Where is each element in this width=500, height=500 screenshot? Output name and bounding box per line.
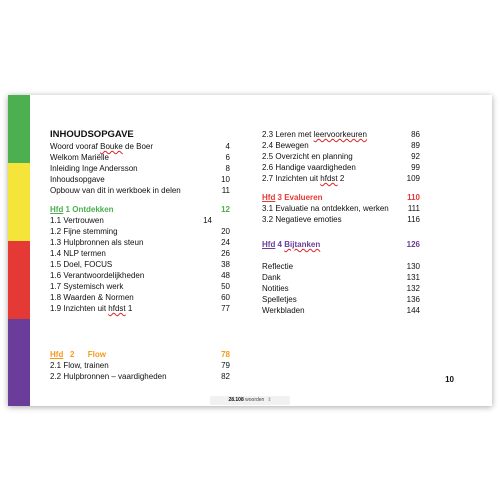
word-count-status[interactable] (210, 396, 290, 405)
toc-entry[interactable]: Spelletjes 136 (262, 295, 420, 304)
toc-entry[interactable]: Notities 132 (262, 284, 420, 293)
toc-entry[interactable]: Werkbladen 144 (262, 306, 420, 315)
toc-entry[interactable]: 2.3 Leren met leervoorkeuren 86 (262, 130, 420, 139)
toc-entry[interactable]: 3.1 Evaluatie na ontdekken, werken 111 (262, 204, 420, 213)
toc-entry[interactable]: 2.4 Bewegen 89 (262, 141, 420, 150)
toc-entry[interactable]: 2.5 Overzicht en planning 92 (262, 152, 420, 161)
toc-entry[interactable]: 1.5 Doel, FOCUS 38 (50, 260, 230, 269)
toc-entry[interactable]: Inhoudsopgave 10 (50, 175, 230, 184)
toc-entry[interactable]: Reflectie 130 (262, 262, 420, 271)
chapter-4-heading[interactable]: Hfd 4 Bijtanken 126 (262, 240, 420, 249)
chapter-1-heading[interactable]: Hfd 1 Ontdekken 12 (50, 205, 230, 214)
page-number: 10 (445, 375, 454, 384)
toc-entry[interactable]: 1.4 NLP termen 26 (50, 249, 230, 258)
toc-entry[interactable]: 1.2 Fijne stemming 20 (50, 227, 230, 236)
toc-entry[interactable]: 2.2 Hulpbronnen – vaardigheden 82 (50, 372, 230, 381)
toc-entry[interactable]: Woord vooraf Bouke de Boer 4 (50, 142, 230, 151)
toc-entry[interactable]: 1.9 Inzichten uit hfdst 1 77 (50, 304, 230, 313)
toc-entry[interactable]: Welkom Mariëlle 6 (50, 153, 230, 162)
toc-right-column (262, 129, 420, 316)
toc-entry[interactable]: 1.1 Vertrouwen 14 (50, 216, 212, 225)
toc-entry[interactable]: 1.3 Hulpbronnen als steun 24 (50, 238, 230, 247)
toc-entry[interactable]: 1.8 Waarden & Normen 60 (50, 293, 230, 302)
color-bar-purple (8, 319, 30, 406)
toc-entry[interactable]: 2.6 Handige vaardigheden 99 (262, 163, 420, 172)
toc-left-column (50, 129, 230, 382)
toc-entry[interactable]: Inleiding Inge Andersson 8 (50, 164, 230, 173)
chapter-3-heading[interactable]: Hfd 3 Evalueren 110 (262, 193, 420, 202)
toc-entry[interactable]: 3.2 Negatieve emoties 116 (262, 215, 420, 224)
chapter-2-heading[interactable]: Hfd 2 Flow 78 (50, 350, 230, 359)
updown-arrow-icon: ⇕ (267, 397, 272, 403)
toc-entry[interactable]: Opbouw van dit in werkboek in delen 11 (50, 186, 230, 195)
toc-entry[interactable]: 1.6 Verantwoordelijkheden 48 (50, 271, 230, 280)
color-bar-red (8, 241, 30, 319)
color-bar-green (8, 95, 30, 163)
toc-entry[interactable]: Dank 131 (262, 273, 420, 282)
toc-entry[interactable]: 1.7 Systemisch werk 50 (50, 282, 230, 291)
toc-entry[interactable]: 2.1 Flow, trainen 79 (50, 361, 230, 370)
document-page (8, 95, 492, 406)
word-count-label: woorden (245, 397, 265, 403)
toc-entry[interactable]: 2.7 Inzichten uit hfdst 2 109 (262, 174, 420, 183)
color-bar-yellow (8, 163, 30, 241)
toc-title: INHOUDSOPGAVE (50, 129, 134, 140)
word-count: 28.108 (228, 397, 244, 403)
